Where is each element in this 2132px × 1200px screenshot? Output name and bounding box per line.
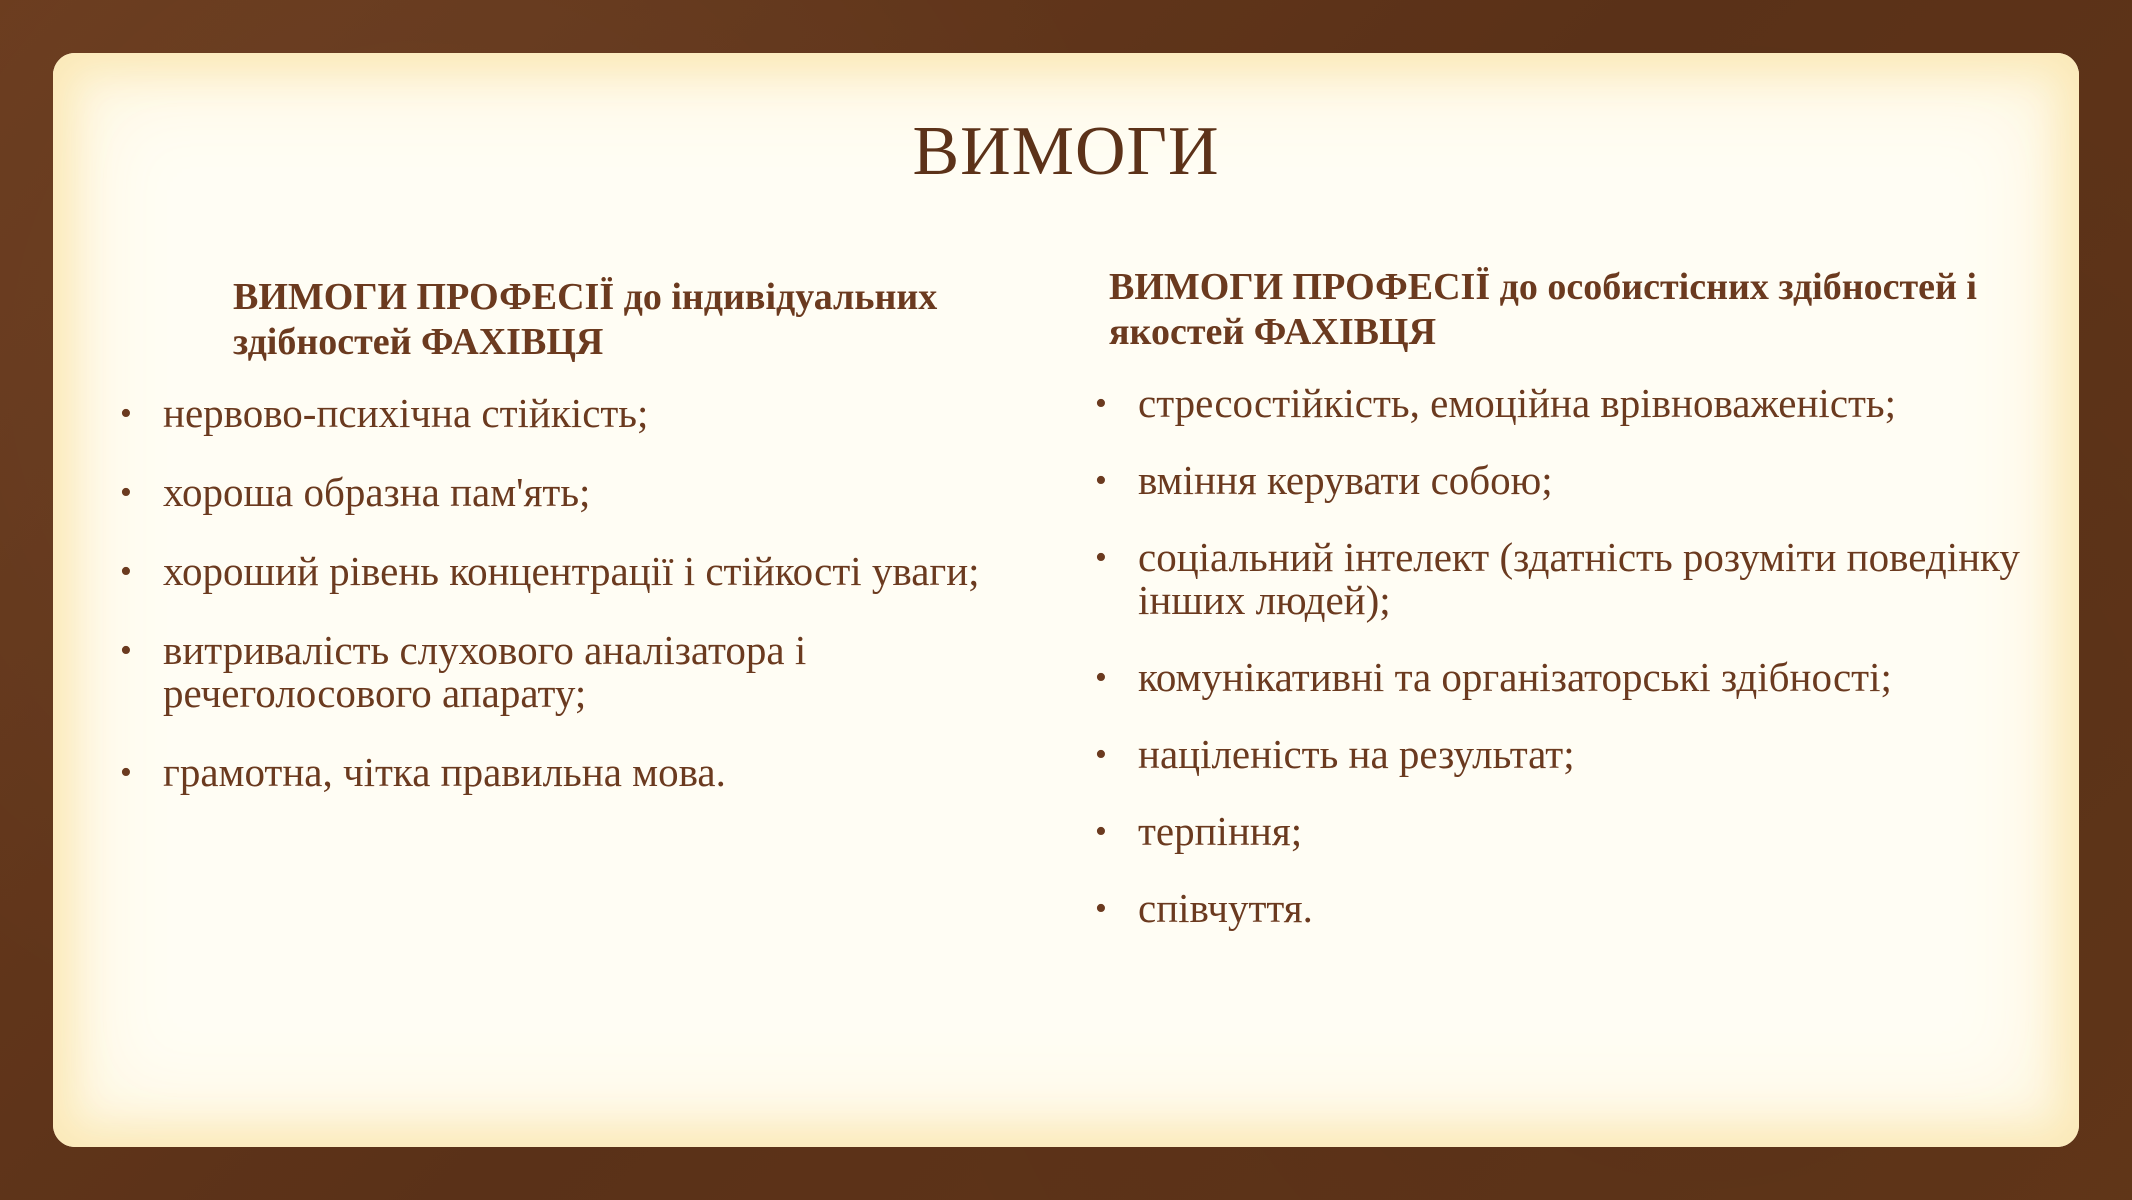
left-column-heading: ВИМОГИ ПРОФЕСІЇ до індивідуальних здібностей ФАХІВЦЯ: [233, 276, 938, 363]
list-item: [1095, 654, 2038, 700]
list-item-text: вміння керувати собою;: [1138, 457, 1553, 503]
bullet-icon: •: [1095, 813, 1107, 850]
bullet-icon: •: [120, 632, 132, 669]
list-item-text: націленість на результат;: [1138, 731, 1575, 777]
list-item: [1095, 808, 2038, 854]
bullet-icon: •: [120, 553, 132, 590]
slide-title: ВИМОГИ: [912, 113, 1220, 190]
list-item-text: нервово-психічна стійкість;: [163, 390, 649, 436]
list-item: [1095, 457, 2038, 503]
bullet-icon: •: [1095, 539, 1107, 576]
slide-panel: [53, 53, 2079, 1147]
bullet-icon: •: [1095, 890, 1107, 927]
list-item: [120, 749, 1043, 795]
right-column-heading: ВИМОГИ ПРОФЕСІЇ до особистісних здібностей і якостей ФАХІВЦЯ: [1109, 266, 1977, 353]
bullet-icon: •: [1095, 736, 1107, 773]
list-item-text: грамотна, чітка правильна мова.: [163, 749, 726, 795]
list-item: [120, 469, 1043, 515]
list-item: [1095, 380, 2038, 426]
bullet-icon: •: [1095, 659, 1107, 696]
bullet-icon: •: [120, 754, 132, 791]
list-item-text: витривалість слухового аналізатора і речеголосового апарату;: [163, 627, 807, 716]
list-item-text: соціальний інтелект (здатність розуміти поведінку інших людей);: [1138, 534, 2020, 623]
right-requirements-list: [1095, 380, 2038, 964]
list-item: [1095, 885, 2038, 931]
list-item-text: терпіння;: [1138, 808, 1303, 854]
list-item-text: комунікативні та організаторські здібності;: [1138, 654, 1892, 700]
list-item: [1095, 731, 2038, 777]
bullet-icon: •: [1095, 385, 1107, 422]
list-item: [120, 548, 1043, 594]
list-item-text: стресостійкість, емоційна врівноваженість;: [1138, 380, 1897, 426]
list-item-text: хороший рівень концентрації і стійкості уваги;: [163, 548, 980, 594]
list-item: [120, 390, 1043, 436]
list-item-text: хороша образна пам'ять;: [163, 469, 591, 515]
list-item-text: співчуття.: [1138, 885, 1313, 931]
left-requirements-list: [120, 390, 1043, 830]
bullet-icon: •: [1095, 462, 1107, 499]
list-item: [120, 627, 1043, 716]
list-item: [1095, 534, 2038, 623]
bullet-icon: •: [120, 395, 132, 432]
bullet-icon: •: [120, 474, 132, 511]
